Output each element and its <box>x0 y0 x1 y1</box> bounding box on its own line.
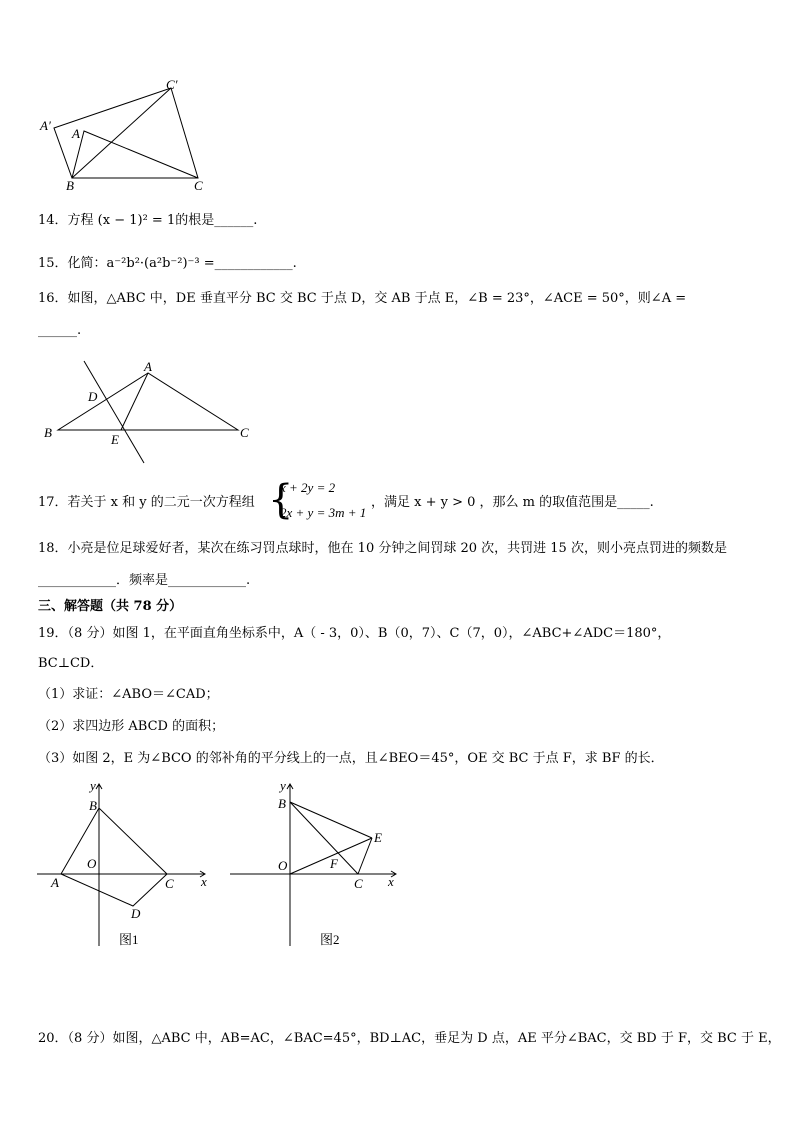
label-b-2: B <box>278 796 286 811</box>
label-e-2: E <box>374 830 382 845</box>
question-18-line1: 18．小亮是位足球爱好者，某次在练习罚点球时，他在 10 分钟之间罚球 20 次，共罚进 15 次，则小亮点罚进的频数是 <box>38 541 727 556</box>
triangle-abc <box>72 131 198 178</box>
segment-bc <box>290 802 358 874</box>
label-c-1: C <box>165 876 174 891</box>
label-b-1: B <box>89 798 97 813</box>
figure-2 <box>228 778 408 950</box>
figure-q13 <box>38 78 218 196</box>
question-17-prefix: 17．若关于 x 和 y 的二元一次方程组 <box>38 495 255 510</box>
label-x-2: x <box>388 874 394 889</box>
label-c-2: C <box>354 876 363 891</box>
figure-2-caption: 图2 <box>320 932 340 947</box>
question-19-line1: 19．（8 分）如图 1，在平面直角坐标系中，A（ - 3，0）、B（0，7）、C（7，0），∠ABC+∠ADC＝180°， <box>38 626 671 641</box>
figure-1-caption: 图1 <box>119 932 139 947</box>
question-19-part1: （1）求证：∠ABO＝∠CAD； <box>38 687 219 702</box>
perpendicular-bisector-de <box>84 361 144 463</box>
question-18-line2: ____________．频率是____________. <box>38 573 251 588</box>
label-o-2: O <box>278 858 288 873</box>
label-a-1: A <box>51 875 59 890</box>
label-c: C <box>194 178 203 193</box>
question-16-line1: 16．如图，△ABC 中，DE 垂直平分 BC 交 BC 于点 D，交 AB 于点 E，∠B = 23°，∠ACE = 50°，则∠A = <box>38 291 687 306</box>
label-b-16: B <box>44 425 52 440</box>
label-b: B <box>66 178 74 193</box>
question-19-part3: （3）如图 2，E 为∠BCO 的邻补角的平分线上的一点，且∠BEO＝45°，OE 交 BC 于点 F，求 BF 的长． <box>38 751 664 766</box>
label-c-16: C <box>240 425 249 440</box>
quadrilateral-abcd <box>61 808 167 906</box>
label-y-2: y <box>280 778 286 793</box>
label-e-16: E <box>111 432 119 447</box>
label-x-1: x <box>201 874 207 889</box>
question-19-line2: BC⊥CD． <box>38 656 104 671</box>
figure-q16 <box>38 355 268 467</box>
segment-be <box>290 802 372 838</box>
label-a: A <box>72 126 80 141</box>
triangle-abc-16 <box>58 373 238 430</box>
question-16-line2: ______. <box>38 323 82 338</box>
section-heading: 三、解答题（共 78 分） <box>38 599 183 614</box>
label-f-2: F <box>330 856 338 871</box>
question-19-part2: （2）求四边形 ABCD 的面积； <box>38 719 225 734</box>
equation-1: x + 2y = 2 <box>280 480 336 495</box>
label-d-1: D <box>131 906 141 921</box>
label-a-16: A <box>144 359 152 374</box>
label-o-1: O <box>87 856 97 871</box>
question-20-line1: 20．（8 分）如图，△ABC 中，AB=AC，∠BAC=45°，BD⊥AC，垂足为 D 点，AE 平分∠BAC，交 BD 于 F，交 BC 于 E， <box>38 1031 781 1046</box>
equation-system-brace: { <box>268 477 294 523</box>
line-bc-prime <box>72 88 171 178</box>
label-d-16: D <box>88 389 98 404</box>
label-y-1: y <box>90 778 96 793</box>
figure-1 <box>35 778 215 950</box>
question-14: 14．方程 (x − 1)² = 1的根是______. <box>38 213 258 228</box>
question-17-suffix: ，满足 x + y > 0 ，那么 m 的取值范围是_____. <box>371 495 654 510</box>
label-c-prime: C′ <box>166 78 178 92</box>
question-15: 15．化简：a⁻²b²·(a²b⁻²)⁻³ =____________. <box>38 256 297 271</box>
label-a-prime: A′ <box>40 118 51 133</box>
equation-2: 2x + y = 3m + 1 <box>280 505 367 520</box>
